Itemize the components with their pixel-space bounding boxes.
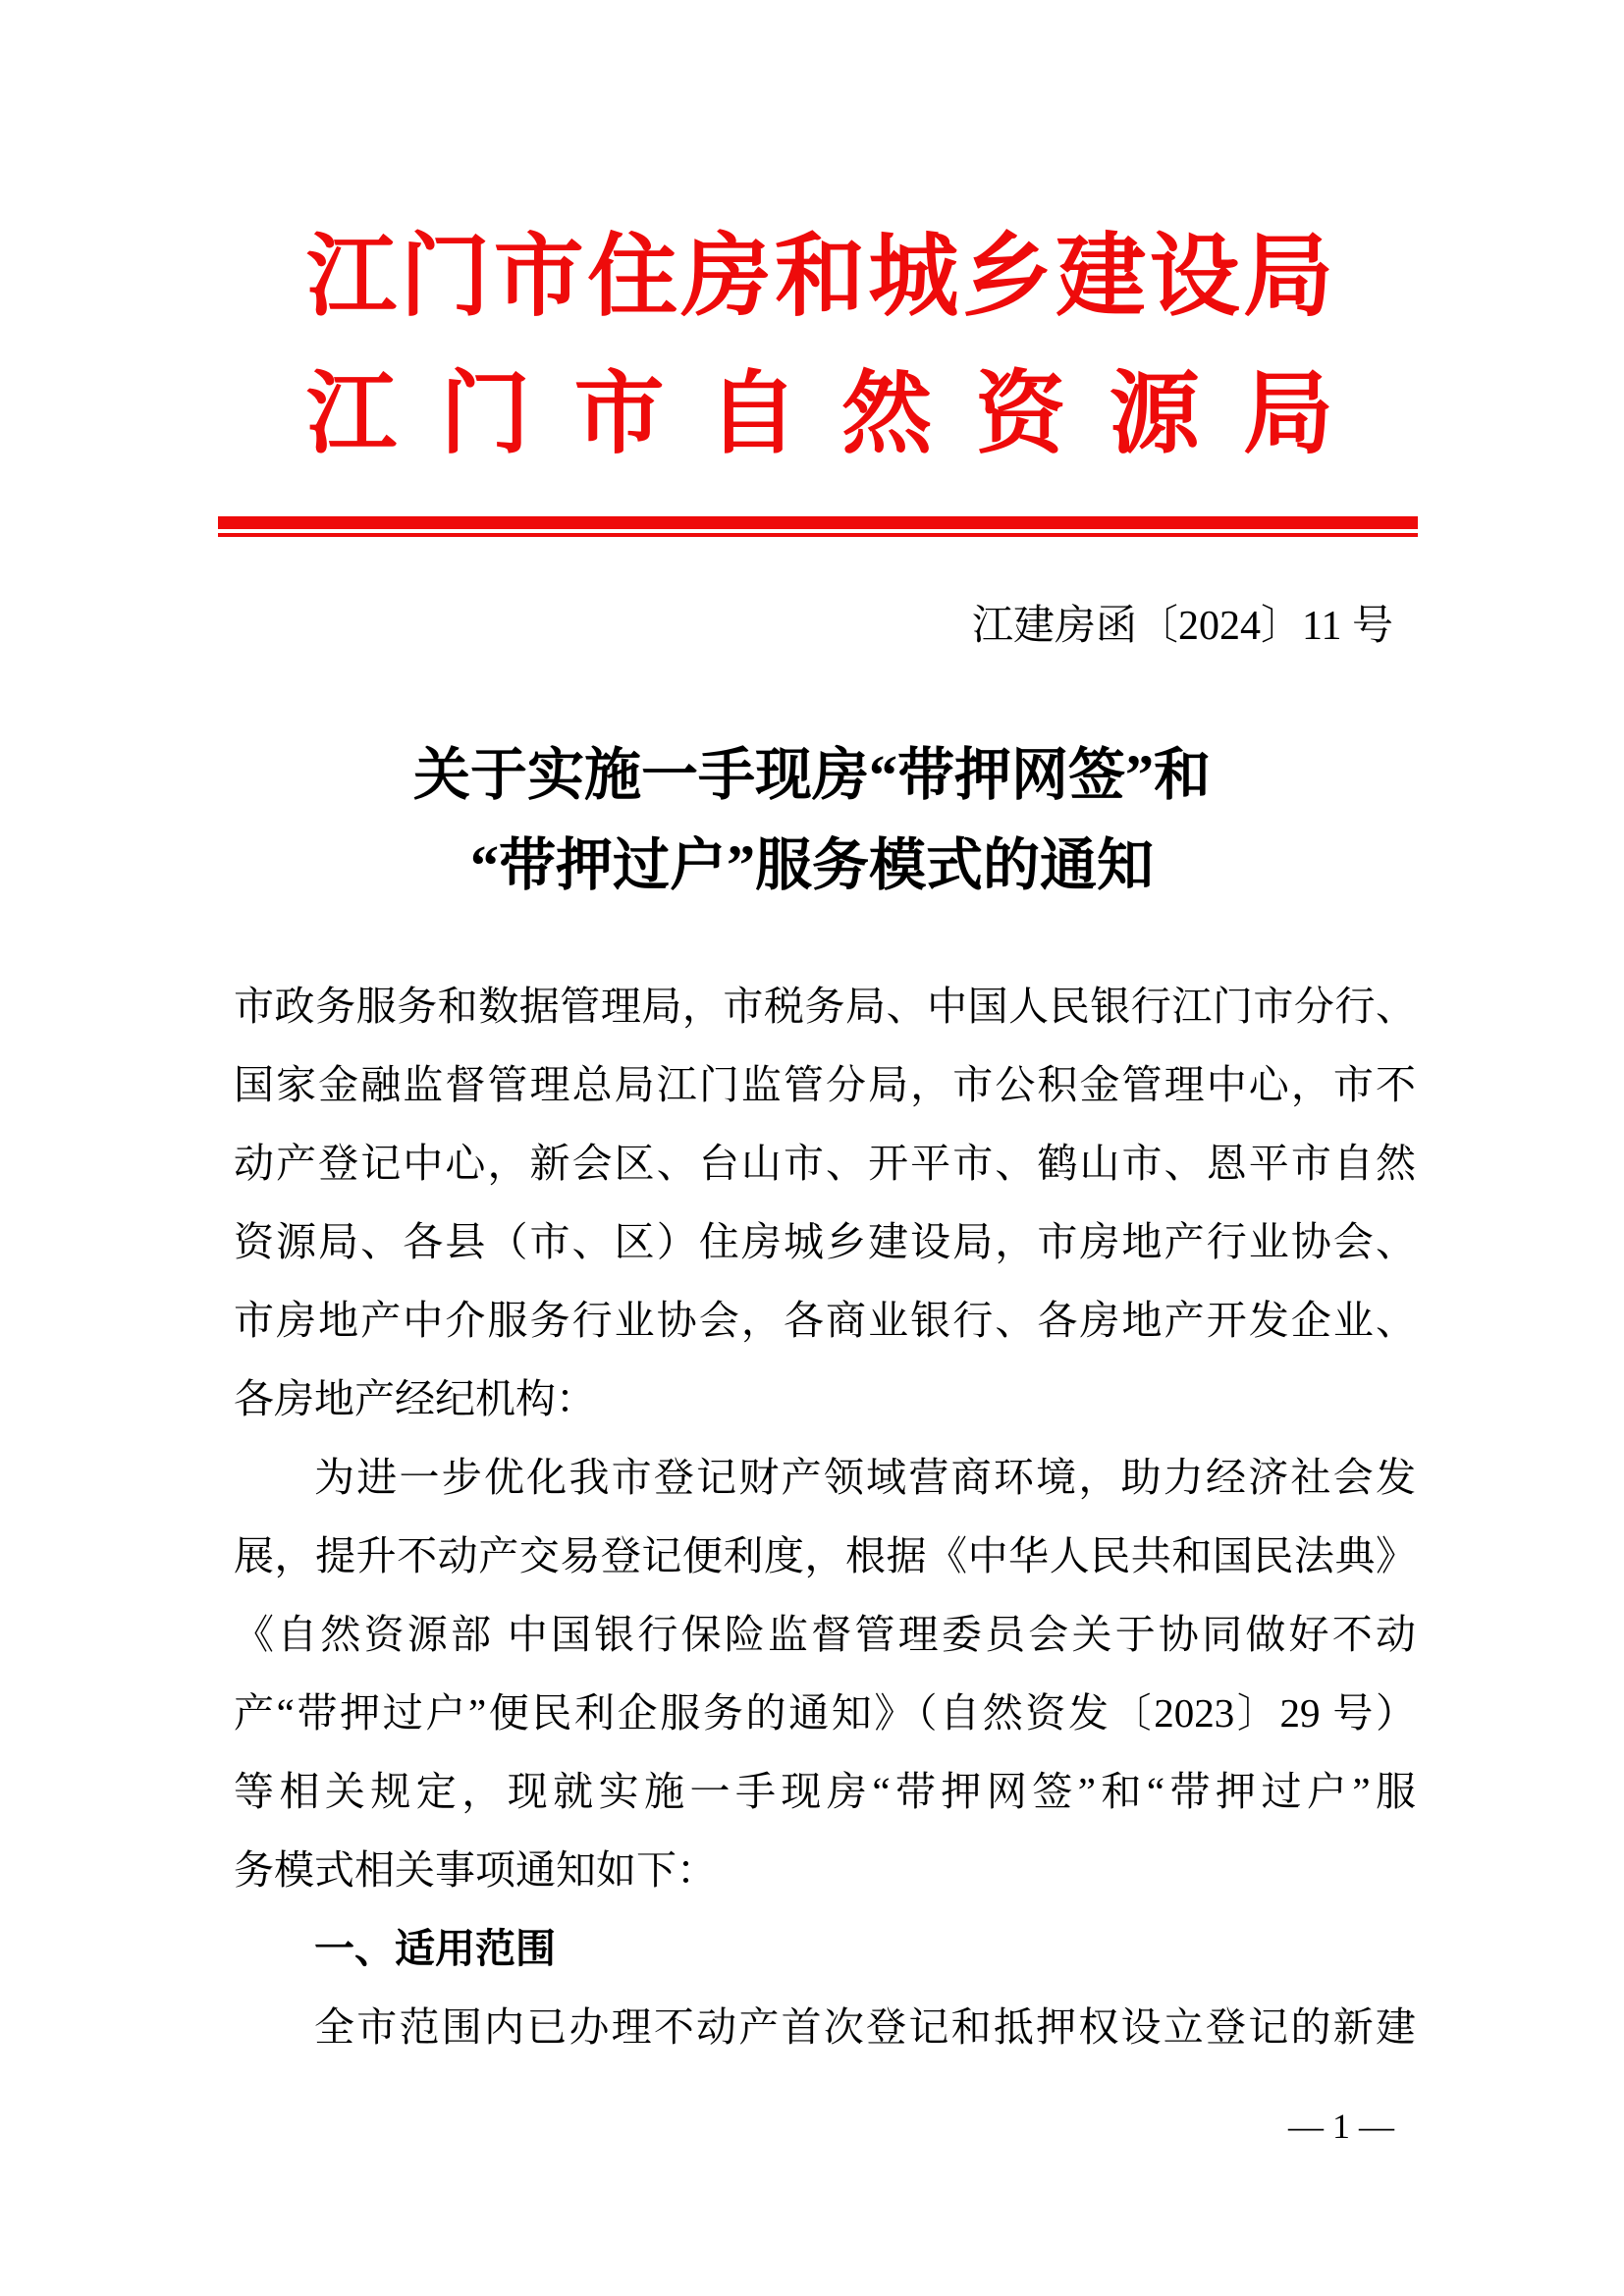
letterhead xyxy=(306,208,1333,483)
body-line: 展，提升不动产交易登记便利度，根据《中华人民共和国民法典》 xyxy=(234,1533,1416,1578)
body-line: 市房地产中介服务行业协会，各商业银行、各房地产开发企业、 xyxy=(234,1298,1416,1343)
document-title-line-1: 关于实施一手现房“带押网签”和 xyxy=(412,743,1211,807)
agency-name-natural-resources-bureau: 江门市自然资源局 xyxy=(306,364,1333,464)
document-title-line-2: “带押过户”服务模式的通知 xyxy=(469,833,1154,897)
body-line: 市政务服务和数据管理局，市税务局、中国人民银行江门市分行、 xyxy=(234,984,1416,1029)
body-line: 《自然资源部 中国银行保险监督管理委员会关于协同做好不动 xyxy=(234,1612,1416,1657)
body-line: 资源局、各县（市、区）住房城乡建设局，市房地产行业协会、 xyxy=(234,1219,1416,1264)
body-line: 产“带押过户”便民利企服务的通知》（自然资发〔2023〕29 号） xyxy=(234,1690,1416,1735)
letterhead-rule-thin xyxy=(218,533,1418,537)
document-reference-number: 江建房函〔2024〕11 号 xyxy=(972,604,1393,649)
body-line: 全市范围内已办理不动产首次登记和抵押权设立登记的新建 xyxy=(314,2004,1416,2050)
body-line: 等相关规定，现就实施一手现房“带押网签”和“带押过户”服 xyxy=(234,1769,1416,1814)
letterhead-rule-thick xyxy=(218,516,1418,529)
document-body xyxy=(234,967,1416,2066)
agency-name-housing-bureau: 江门市住房和城乡建设局 xyxy=(306,227,1333,327)
body-line: 务模式相关事项通知如下： xyxy=(234,1847,717,1893)
section-heading-scope: 一、适用范围 xyxy=(314,1926,556,1971)
page-number: — 1 — xyxy=(1288,2107,1394,2146)
body-line-recipients-end: 各房地产经纪机构： xyxy=(234,1376,596,1421)
document-title xyxy=(0,730,1624,911)
body-line: 为进一步优化我市登记财产领域营商环境，助力经济社会发 xyxy=(314,1455,1416,1500)
body-line: 国家金融监督管理总局江门监管分局，市公积金管理中心，市不 xyxy=(234,1062,1416,1107)
body-line: 动产登记中心，新会区、台山市、开平市、鹤山市、恩平市自然 xyxy=(234,1141,1416,1186)
